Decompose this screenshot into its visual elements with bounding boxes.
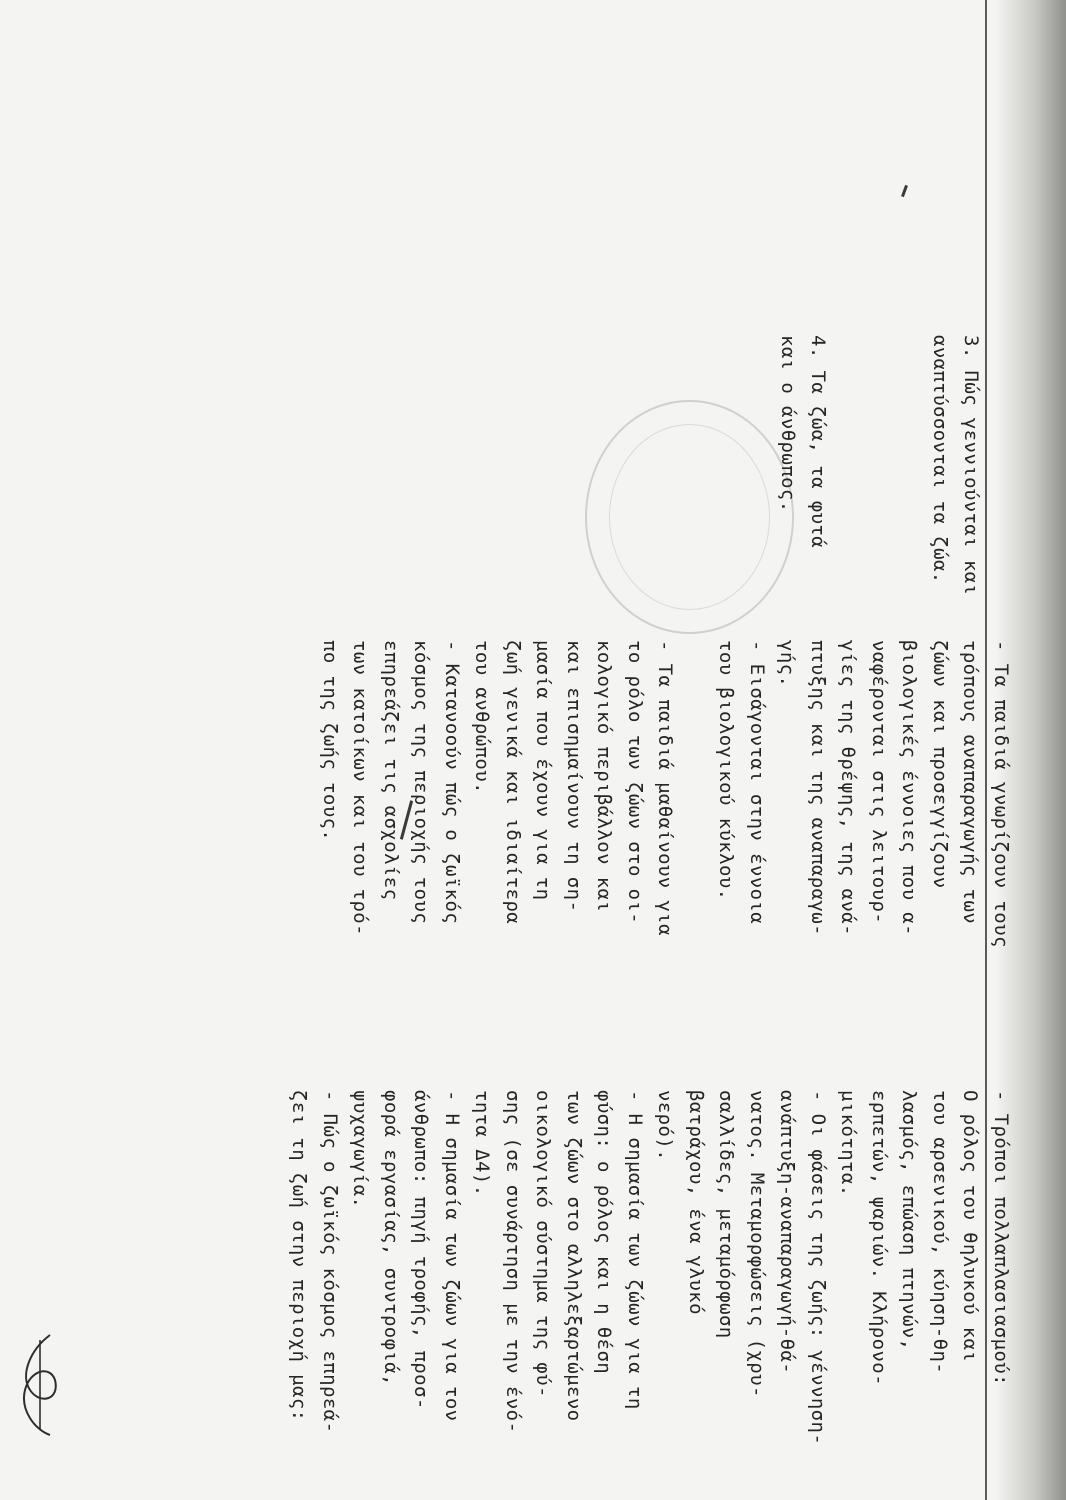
objective-line: ναφέρονται στις λειτουρ- (868, 640, 890, 925)
objective-line: γής. (776, 640, 799, 688)
content-line: ψυχαγωγία. (349, 1090, 372, 1209)
objective-line: του βιολογικού κύκλου. (715, 640, 738, 901)
content-line: ανάπτυξη-αναπαραγωγή-θά- (776, 1090, 799, 1375)
objective-line (681, 640, 712, 948)
content-line: - Η σημασία των ζώων για τη (624, 1090, 646, 1410)
content-line: Ο ρόλος του θηλυκού και (959, 1090, 982, 1363)
objective-line: πο της ζωής τους. (319, 640, 341, 842)
content-line: νατος. Μεταμορφώσεις (χρυ- (746, 1090, 768, 1398)
objective-line: βιολογικές έννοιες που α- (898, 640, 921, 936)
content-line: φύση: ο ρόλος και η θέση (593, 1090, 616, 1375)
topic-line (895, 335, 926, 595)
content-line: φορά εργασίας, συντροφιά, (380, 1090, 402, 1386)
objective-line: γίες της θρέψης, της ανά- (837, 640, 860, 936)
content-line: μικότητα. (837, 1090, 860, 1197)
objective-line: κόσμος της περιοχής τους (410, 640, 433, 925)
objective-line: και επισημαίνουν τη ση- (563, 640, 585, 913)
objective-line: - Εισάγονται στην έννοια (746, 640, 768, 925)
content-line: λασμός, επώαση πτηνών, (898, 1090, 921, 1351)
content-line: - Τρόποι πολλαπλασιασμού: (990, 1090, 1012, 1386)
topic-line: και ο άνθρωπος. (777, 335, 799, 513)
objective-line: ζωή γενικά και ιδιαίτερα (502, 640, 524, 925)
objective-line: - Τα παιδιά γνωρίζουν τους (990, 640, 1012, 948)
content-line: - Η σημασία των ζώων για τον (441, 1090, 463, 1422)
content-line: ζει τη ζωή στην περιοχή μας: (288, 1090, 311, 1422)
objective-line: τρόπους αναπαραγωγής των (959, 640, 982, 925)
objective-line: το ρόλο των ζώων στο οι- (624, 640, 646, 925)
objective-line: των κατοίκων και του τρό- (349, 640, 372, 936)
objective-line: ζώων και προσεγγίζουν (929, 640, 951, 889)
objective-line: επηρεάζει τις ασχολίες (380, 640, 402, 901)
content-line: τητα Δ4). (471, 1090, 494, 1197)
topic-line (864, 335, 895, 595)
objective-line: - Κατανοούν πώς ο ζωϊκός (441, 640, 463, 925)
topic-line: 4. Τα ζώα, τα φυτά (807, 335, 830, 549)
content-line: σης (σε συνάρτηση με την ένό- (502, 1090, 524, 1434)
content-line: - Οι φάσεις της ζωής: γέννηση- (807, 1090, 829, 1446)
topic-line (834, 335, 865, 595)
content-line: νερό). (654, 1090, 677, 1162)
objective-line: του ανθρώπου. (471, 640, 494, 794)
content-line: σαλλίδες, μεταμόρφωση (715, 1090, 738, 1339)
topic-line: αναπτύσσονται τα ζώα. (929, 335, 952, 584)
content-line: - Πώς ο ζωϊκός κόσμος επηρεά- (319, 1090, 341, 1434)
handwritten-signature (10, 1330, 70, 1440)
column-objectives (315, 640, 1017, 948)
topic-line: 3. Πώς γεννιούνται και (960, 335, 982, 596)
content-line: άνθρωπο: πηγή τροφής, προσ- (410, 1090, 433, 1410)
content-line: του αρσενικού, κύηση-θη- (929, 1090, 951, 1375)
objective-line: - Τα παιδιά μαθαίνουν για (654, 640, 677, 936)
column-topics (773, 335, 987, 595)
content-line: των ζώων στο αλληλεξαρτώμενο (563, 1090, 585, 1422)
content-line: βατράχου, ένα γλυκό (685, 1090, 707, 1315)
content-line: ερπετών, ψαριών. Κλήρονο- (868, 1090, 890, 1386)
objective-line: κολογικό περιβάλλον και (593, 640, 616, 913)
objective-line: πτυξης και της αναπαραγω- (807, 640, 829, 936)
objective-line: μασία που έχουν για τη (532, 640, 555, 901)
column-content (284, 1090, 1016, 1445)
content-line: οικολογικό σύστημα της φύ- (532, 1090, 555, 1398)
